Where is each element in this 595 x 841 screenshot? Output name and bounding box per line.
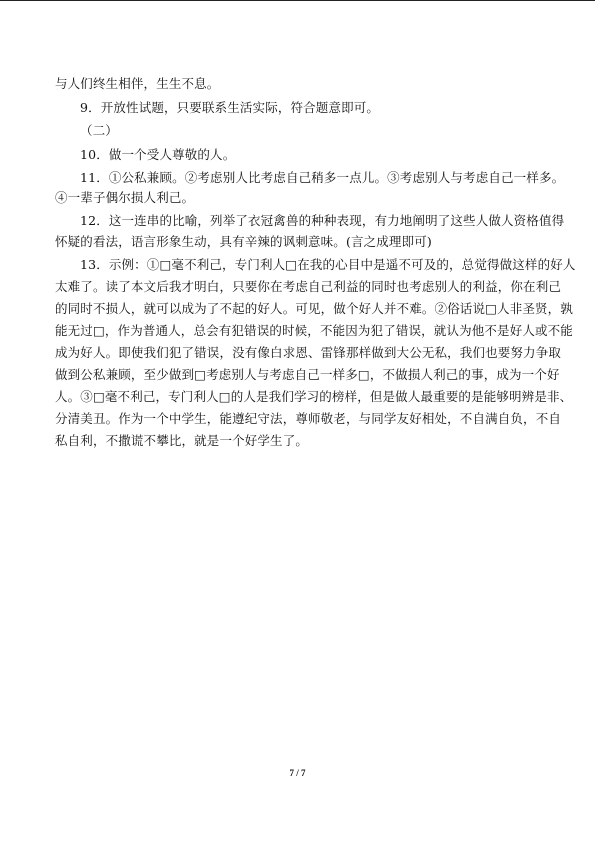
answer-line: 能无过□，作为普通人，总会有犯错误的时候，不能因为犯了错误，就认为他不是好人或不能 bbox=[55, 323, 573, 338]
answer-line: 人。③□毫不利己，专门利人□的人是我们学习的榜样，但是做人最重要的是能够明辨是非、 bbox=[55, 389, 573, 404]
page-number: 7 / 7 bbox=[289, 768, 306, 778]
answer-9: 9．开放性试题，只要联系生活实际，符合题意即可。 bbox=[80, 100, 380, 115]
answer-line: 成为好人。即使我们犯了错误，没有像白求恩、雷锋那样做到大公无私，我们也要努力争取 bbox=[55, 345, 562, 360]
answer-11: 11．①公私兼顾。②考虑别人比考虑自己稍多一点儿。③考虑别人与考虑自己一样多。 bbox=[80, 170, 565, 185]
answer-line: 私自利，不撒谎不攀比，就是一个好学生了。 bbox=[55, 433, 309, 448]
section-heading-2: （二） bbox=[80, 123, 118, 138]
answer-line: 怀疑的看法，语言形象生动，具有辛辣的讽刺意味。(言之成理即可) bbox=[55, 234, 432, 249]
answer-13: 13．示例：①□毫不利己，专门利人□在我的心目中是遥不可及的，总觉得做这样的好人 bbox=[80, 257, 576, 272]
answer-12: 12．这一连串的比喻，列举了衣冠禽兽的种种表现，有力地阐明了这些人做人资格值得 bbox=[80, 213, 565, 228]
answer-line: 与人们终生相伴，生生不息。 bbox=[55, 76, 220, 91]
answer-10: 10．做一个受人尊敬的人。 bbox=[80, 147, 236, 162]
answer-line: 的同时不损人，就可以成为了不起的好人。可见，做个好人并不难。②俗话说□人非圣贤，孰 bbox=[55, 301, 573, 316]
answer-line: 太难了。读了本文后我才明白，只要你在考虑自己利益的同时也考虑别人的利益，你在利己 bbox=[55, 279, 562, 294]
answer-line: 做到公私兼顾，至少做到□考虑别人与考虑自己一样多□，不做损人利己的事，成为一个好 bbox=[55, 367, 560, 382]
answer-line: ④一辈子偶尔损人利己。 bbox=[55, 190, 195, 205]
answer-line: 分清美丑。作为一个中学生，能遵纪守法，尊师敬老，与同学友好相处，不自满自负，不自 bbox=[55, 411, 562, 426]
top-rule bbox=[0, 0, 595, 1]
